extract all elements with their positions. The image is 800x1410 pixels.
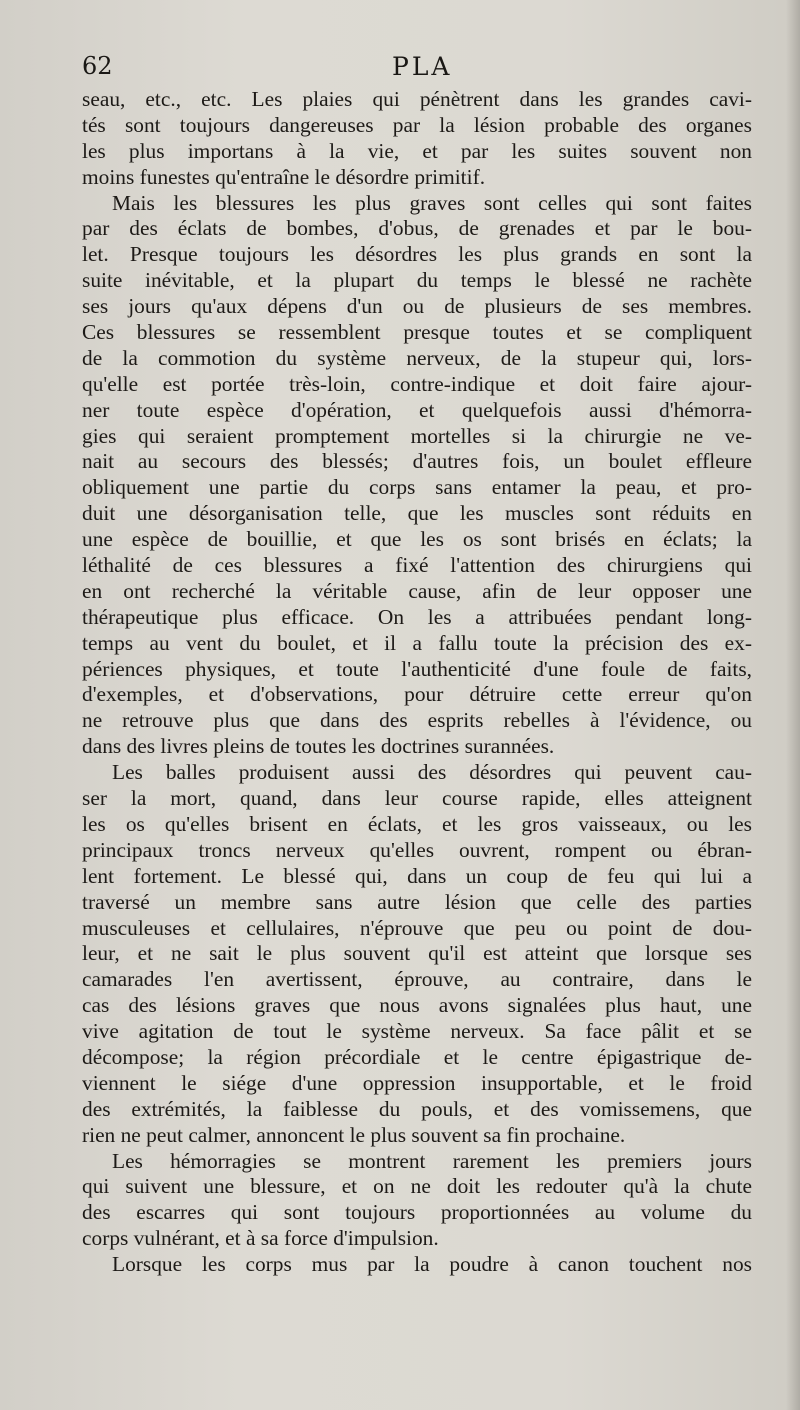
text-line: qu'elle est portée très-loin, contre-indique et doit faire ajour- bbox=[82, 371, 752, 396]
text-line: seau, etc., etc. Les plaies qui pénètrent dans les grandes cavi- bbox=[82, 87, 752, 111]
text-line: principaux troncs nerveux qu'elles ouvrent, rompent ou ébran- bbox=[82, 837, 752, 862]
text-line: vive agitation de tout le système nerveux. Sa face pâlit et se bbox=[82, 1019, 752, 1044]
running-head bbox=[82, 52, 752, 86]
text-line: viennent le siége d'une oppression insupportable, et le froid bbox=[82, 1070, 752, 1095]
text-line: de la commotion du système nerveux, de la stupeur qui, lors- bbox=[82, 345, 752, 370]
text-line: let. Presque toujours les désordres les plus grands en sont la bbox=[82, 242, 752, 267]
text-line: périences physiques, et toute l'authenticité d'une foule de faits, bbox=[82, 656, 752, 681]
text-line: lent fortement. Le blessé qui, dans un coup de feu qui lui a bbox=[82, 863, 752, 888]
text-line: Lorsque les corps mus par la poudre à canon touchent nos bbox=[112, 1252, 752, 1277]
text-line: dans des livres pleins de toutes les doctrines surannées. bbox=[82, 734, 555, 759]
text-line: Mais les blessures les plus graves sont celles qui sont faites bbox=[112, 190, 752, 215]
text-line: des extrémités, la faiblesse du pouls, et des vomissemens, que bbox=[82, 1096, 752, 1121]
text-line: cas des lésions graves que nous avons signalées plus haut, une bbox=[82, 993, 752, 1018]
text-line: Les balles produisent aussi des désordres qui peuvent cau- bbox=[112, 760, 752, 785]
text-line: décompose; la région précordiale et le centre épigastrique de- bbox=[82, 1044, 752, 1069]
text-line: obliquement une partie du corps sans entamer la peau, et pro- bbox=[82, 475, 752, 500]
text-line: ne retrouve plus que dans des esprits rebelles à l'évidence, ou bbox=[82, 708, 752, 733]
text-line: thérapeutique plus efficace. On les a attribuées pendant long- bbox=[82, 604, 752, 629]
text-line: camarades l'en avertissent, éprouve, au contraire, dans le bbox=[82, 967, 752, 992]
text-line: ner toute espèce d'opération, et quelquefois aussi d'hémorra- bbox=[82, 397, 752, 422]
text-line: léthalité de ces blessures a fixé l'attention des chirurgiens qui bbox=[82, 553, 752, 578]
text-line: ses jours qu'aux dépens d'un ou de plusieurs de ses membres. bbox=[82, 294, 752, 319]
text-line: corps vulnérant, et à sa force d'impulsion. bbox=[82, 1226, 439, 1251]
text-line: tés sont toujours dangereuses par la lésion probable des organes bbox=[82, 112, 752, 137]
text-line: par des éclats de bombes, d'obus, de grenades et par le bou- bbox=[82, 216, 752, 241]
text-line: musculeuses et cellulaires, n'éprouve que peu ou point de dou- bbox=[82, 915, 752, 940]
text-line: ser la mort, quand, dans leur course rapide, elles atteignent bbox=[82, 786, 752, 811]
text-line: traversé un membre sans autre lésion que celle des parties bbox=[82, 889, 752, 914]
text-line: d'exemples, et d'observations, pour détruire cette erreur qu'on bbox=[82, 682, 752, 707]
text-line: les plus importans à la vie, et par les suites souvent non bbox=[82, 138, 752, 163]
running-title: PLA bbox=[392, 52, 453, 81]
text-line: Ces blessures se ressemblent presque toutes et se compliquent bbox=[82, 320, 752, 345]
text-line: les os qu'elles brisent en éclats, et les gros vaisseaux, ou les bbox=[82, 811, 752, 836]
text-line: duit une désorganisation telle, que les muscles sont réduits en bbox=[82, 501, 752, 526]
text-line: leur, et ne sait le plus souvent qu'il est atteint que lorsque ses bbox=[82, 941, 752, 966]
text-line: Les hémorragies se montrent rarement les premiers jours bbox=[112, 1148, 752, 1173]
page-number: 62 bbox=[82, 52, 113, 80]
page-edge-shadow bbox=[786, 0, 800, 1410]
text-line: des escarres qui sont toujours proportionnées au volume du bbox=[82, 1200, 752, 1225]
text-line: temps au vent du boulet, et il a fallu toute la précision des ex- bbox=[82, 630, 752, 655]
body-text bbox=[82, 87, 752, 1278]
text-line: une espèce de bouillie, et que les os sont brisés en éclats; la bbox=[82, 527, 752, 552]
text-line: moins funestes qu'entraîne le désordre primitif. bbox=[82, 164, 486, 189]
text-line: qui suivent une blessure, et on ne doit les redouter qu'à la chute bbox=[82, 1174, 752, 1199]
text-line: nait au secours des blessés; d'autres fois, un boulet effleure bbox=[82, 449, 752, 474]
text-line: en ont recherché la véritable cause, afin de leur opposer une bbox=[82, 578, 752, 603]
text-line: rien ne peut calmer, annoncent le plus souvent sa fin prochaine. bbox=[82, 1122, 626, 1147]
text-line: gies qui seraient promptement mortelles si la chirurgie ne ve- bbox=[82, 423, 752, 448]
text-line: suite inévitable, et la plupart du temps le blessé ne rachète bbox=[82, 268, 752, 293]
